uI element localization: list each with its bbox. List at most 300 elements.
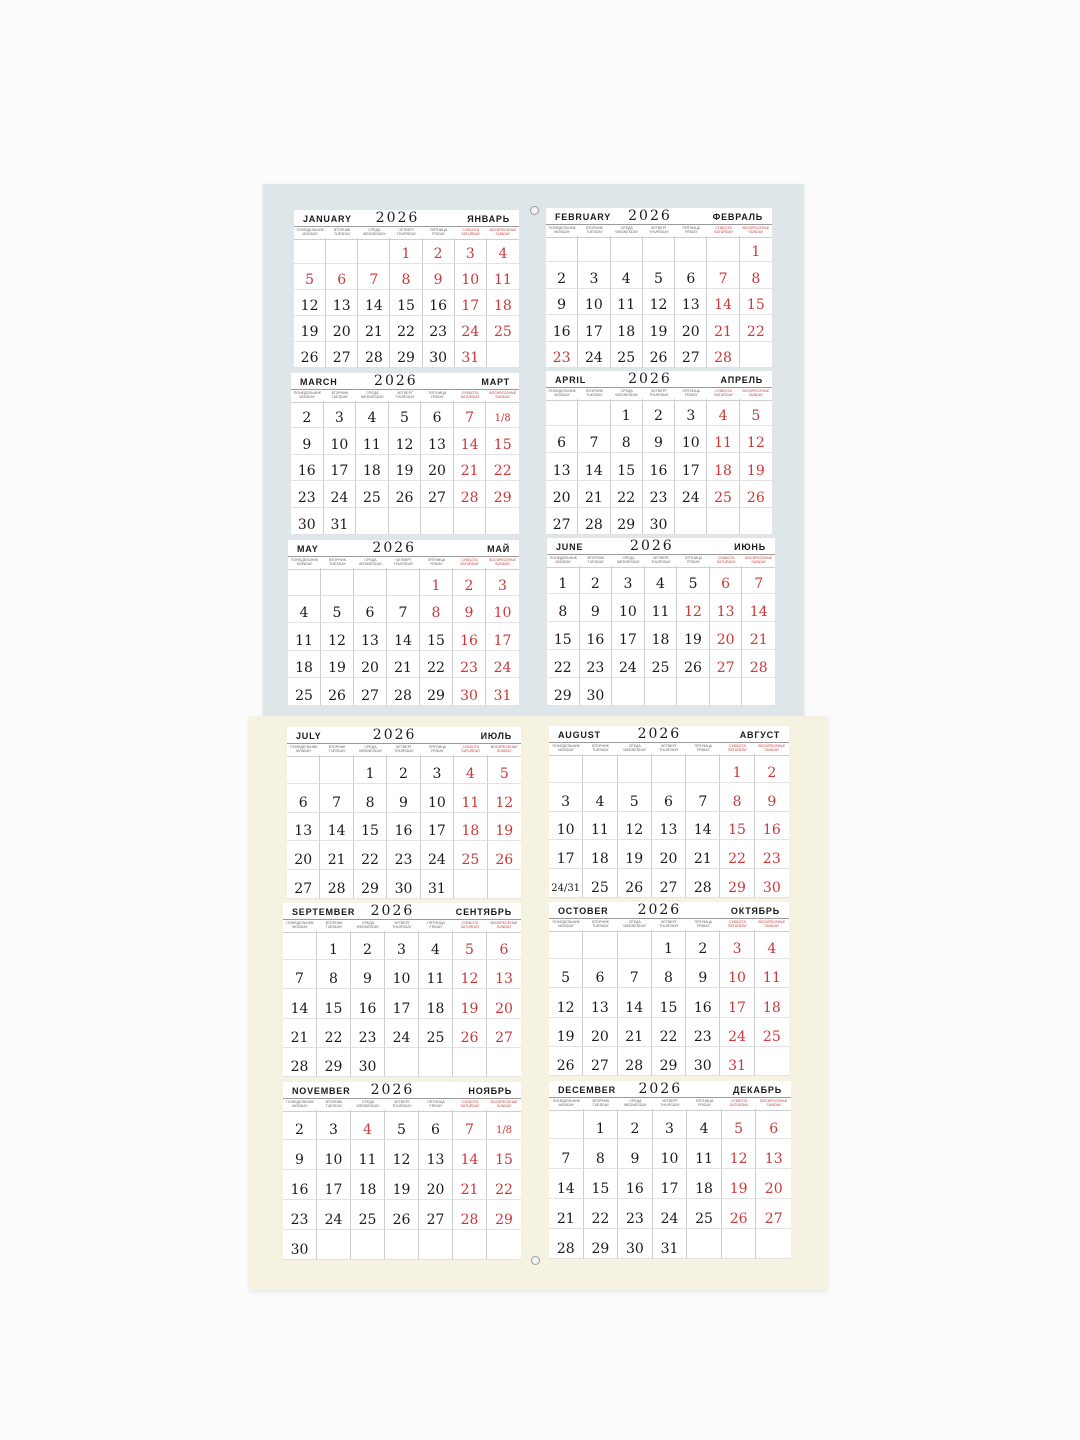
month-name-ru: НОЯБРЬ [468,1086,512,1096]
day-cell: 15 [420,623,453,651]
weekday-ru: ВОСКРЕСЕНЬЕ [745,556,773,560]
weekday-ru: ВОСКРЕСЕНЬЕ [742,389,770,393]
day-cell: 27 [583,1047,617,1076]
weekday-en: THURSDAY [396,232,417,236]
month-name-ru: АВГУСТ [739,730,780,740]
day-cell: 10 [549,812,583,841]
day-cell [549,930,583,959]
weekday-ru: ЧЕТВЕРГ [660,920,678,924]
day-cell: 26 [549,1047,583,1076]
weekday-ru: ЧЕТВЕРГ [395,558,412,562]
day-cell [756,1229,791,1259]
day-cell: 7 [387,596,420,624]
day-cell: 21 [320,841,353,870]
day-cell: 25 [288,678,321,706]
day-grid [283,931,521,1077]
weekday-en: WEDNESDAY [616,560,640,564]
day-cell: 1 [584,1109,619,1139]
weekday-en: MONDAY [292,1104,308,1108]
day-cell: 25 [356,481,389,508]
day-cell: 29 [611,508,643,535]
day-cell: 11 [707,426,739,453]
day-cell [356,508,389,535]
day-cell: 31 [720,1047,754,1076]
day-cell: 1 [740,236,772,262]
day-cell: 27 [652,869,686,898]
day-cell: 7 [742,566,775,594]
day-cell: 16 [291,455,324,482]
day-cell: 22 [584,1199,619,1229]
day-cell: 13 [710,594,743,622]
day-cell: 1 [652,930,686,959]
day-cell: 16 [643,453,675,480]
day-cell: 27 [710,650,743,678]
weekday-en: SATURDAY [714,230,734,234]
day-cell: 4 [707,399,739,426]
day-grid [549,930,789,1076]
day-cell: 22 [547,650,580,678]
weekday-en: MONDAY [558,1103,575,1107]
day-cell: 22 [720,840,754,869]
weekday-en: FRIDAY [430,562,443,566]
day-cell: 28 [453,1200,487,1230]
weekday-en: TUESDAY [331,395,349,399]
day-cell: 28 [387,678,420,706]
day-cell: 21 [387,651,420,679]
weekday-en: TUESDAY [592,1103,610,1107]
weekday-ru: СРЕДА [628,744,641,748]
day-cell: 5 [389,401,422,428]
day-cell: 28 [320,870,353,899]
day-cell: 30 [351,1048,385,1077]
weekday-en: THURSDAY [660,1103,680,1107]
day-cell: 21 [283,1019,317,1048]
weekday-ru: СРЕДА [366,391,379,395]
day-cell: 18 [454,813,487,842]
weekday-ru: ЧЕТВЕРГ [393,1100,411,1104]
day-cell: 26 [740,481,772,508]
day-cell [454,870,487,899]
day-cell [686,754,720,783]
weekday-ru: СРЕДА [364,745,377,749]
day-cell [578,399,610,426]
day-cell: 22 [611,481,643,508]
weekday-en: SATURDAY [716,560,736,564]
day-cell: 23 [546,342,578,368]
day-cell: 7 [283,960,317,989]
day-cell [385,1048,419,1077]
weekday-ru: СРЕДА [364,558,377,562]
weekday-en: SATURDAY [460,1104,480,1108]
day-cell: 24 [578,342,610,368]
day-cell: 3 [486,568,519,596]
month-year: 2026 [372,727,417,743]
day-cell: 21 [454,455,487,482]
day-cell [486,508,519,535]
day-cell: 7 [320,784,353,813]
day-cell: 28 [707,342,739,368]
day-cell: 10 [612,594,645,622]
weekday-ru: ВОСКРЕСЕНЬЕ [760,1099,788,1103]
day-cell: 22 [317,1019,351,1048]
day-cell: 20 [354,651,387,679]
day-cell: 10 [385,960,419,989]
weekday-ru: СУББОТА [715,389,732,393]
day-cell: 12 [488,784,521,813]
day-cell: 15 [487,1140,521,1170]
day-cell: 17 [549,840,583,869]
day-cell: 3 [549,783,583,812]
day-cell: 20 [652,840,686,869]
day-cell [419,1230,453,1260]
weekday-ru: ПЯТНИЦА [684,556,703,560]
day-cell: 26 [453,1019,487,1048]
day-cell: 17 [385,989,419,1018]
weekday-ru: ПОНЕДЕЛЬНИК [549,556,577,560]
day-cell: 26 [294,342,326,368]
day-cell: 13 [675,289,707,315]
day-cell: 6 [419,1110,453,1140]
day-cell: 14 [387,623,420,651]
day-cell: 31 [455,342,487,368]
day-cell: 16 [755,812,789,841]
weekday-ru: ЧЕТВЕРГ [660,744,678,748]
day-grid [546,236,772,368]
day-cell: 23 [686,1018,720,1047]
day-cell [549,1109,584,1139]
weekday-ru: ВОСКРЕСЕНЬЕ [742,226,770,230]
day-cell: 10 [421,784,454,813]
day-cell: 24 [486,651,519,679]
day-cell: 6 [287,784,320,813]
weekday-en: TUESDAY [586,230,603,234]
day-cell: 16 [546,315,578,341]
day-cell: 13 [421,428,454,455]
day-cell: 4 [611,262,643,288]
weekday-en: SATURDAY [714,393,734,397]
day-cell: 5 [321,596,354,624]
weekday-en: MONDAY [554,230,570,234]
weekday-ru: ПЯТНИЦА [694,744,713,748]
day-cell: 7 [358,264,390,290]
weekday-ru: ПЯТНИЦА [427,1100,445,1104]
month-header [549,726,789,742]
binding-hole [531,1256,540,1265]
day-cell [487,1048,521,1077]
day-cell: 17 [455,290,487,316]
day-cell [618,754,652,783]
day-cell: 23 [291,481,324,508]
day-cell: 20 [583,1018,617,1047]
day-cell: 17 [486,623,519,651]
weekday-ru: ВТОРНИК [592,744,609,748]
day-cell: 25 [707,481,739,508]
month-header [549,902,789,918]
day-cell: 18 [351,1170,385,1200]
day-cell [320,755,353,784]
day-cell: 3 [720,930,754,959]
day-cell: 25 [487,316,519,342]
day-cell: 28 [578,508,610,535]
weekday-en: TUESDAY [592,748,609,752]
day-cell: 13 [756,1139,791,1169]
month-name-ru: ОКТЯБРЬ [730,906,780,916]
day-cell: 19 [294,316,326,342]
month-name-en: APRIL [555,375,586,385]
weekday-ru: СРЕДА [629,1099,642,1103]
month-header [291,373,519,389]
day-cell: 15 [740,289,772,315]
day-cell: 12 [722,1139,757,1169]
day-cell: 2 [546,262,578,288]
day-cell: 17 [578,315,610,341]
day-cell: 29 [547,678,580,706]
day-cell: 26 [488,841,521,870]
month-july [287,727,521,899]
day-cell: 26 [389,481,422,508]
day-cell: 17 [421,813,454,842]
weekday-ru: СУББОТА [730,1099,748,1103]
day-cell: 2 [755,754,789,783]
weekday-ru: ВТОРНИК [325,921,343,925]
day-cell: 2 [423,238,455,264]
weekday-ru: ПЯТНИЦА [427,921,445,925]
day-cell: 15 [611,453,643,480]
day-cell [612,678,645,706]
day-cell: 10 [653,1139,688,1169]
weekday-ru: ПЯТНИЦА [682,389,701,393]
weekday-en: MONDAY [554,393,570,397]
day-cell: 2 [283,1110,317,1140]
day-cell: 14 [283,989,317,1018]
day-cell [354,568,387,596]
day-cell: 17 [324,455,357,482]
weekday-ru: СРЕДА [628,920,641,924]
day-cell: 28 [549,1229,584,1259]
month-name-en: OCTOBER [558,906,609,916]
month-december [549,1081,791,1259]
weekday-ru: СРЕДА [361,921,375,925]
weekday-en: SUNDAY [496,925,512,929]
weekday-en: FRIDAY [430,749,444,753]
day-cell: 27 [419,1200,453,1230]
day-cell [454,508,487,535]
day-grid [287,755,521,899]
day-cell: 16 [686,988,720,1017]
day-cell: 4 [755,930,789,959]
weekday-en: THURSDAY [649,393,669,397]
day-cell [652,754,686,783]
day-cell: 28 [358,342,390,368]
weekday-en: THURSDAY [392,925,412,929]
day-cell: 18 [583,840,617,869]
weekday-en: FRIDAY [696,748,710,752]
weekday-en: THURSDAY [394,749,414,753]
day-cell [742,678,775,706]
day-cell: 20 [421,455,454,482]
day-cell: 15 [390,290,422,316]
day-cell: 12 [677,594,710,622]
month-year: 2026 [630,538,674,554]
month-june [547,538,775,706]
month-november [283,1082,521,1260]
day-cell: 1 [547,566,580,594]
day-cell [317,1230,351,1260]
day-cell: 5 [453,931,487,960]
month-name-en: JULY [296,731,322,741]
day-cell: 15 [486,428,519,455]
weekday-ru: СУББОТА [715,226,732,230]
day-cell [358,238,390,264]
day-cell: 19 [722,1169,757,1199]
weekday-ru: ВТОРНИК [592,1099,610,1103]
weekday-en: MONDAY [558,924,574,928]
weekday-en: SUNDAY [766,1103,782,1107]
day-cell: 19 [385,1170,419,1200]
day-cell: 16 [580,622,613,650]
day-cell: 26 [385,1200,419,1230]
day-cell: 6 [675,262,707,288]
day-cell [578,236,610,262]
weekday-en: SUNDAY [748,230,764,234]
day-cell: 11 [288,623,321,651]
day-cell: 20 [419,1170,453,1200]
day-cell: 13 [354,623,387,651]
day-cell [618,930,652,959]
day-cell: 14 [618,988,652,1017]
day-cell: 3 [385,931,419,960]
day-cell: 3 [578,262,610,288]
month-header [288,540,519,556]
day-cell: 8 [611,426,643,453]
weekday-en: WEDNESDAY [359,562,382,566]
weekday-en: SUNDAY [495,232,511,236]
weekday-ru: ПОНЕДЕЛЬНИК [290,558,319,562]
day-cell [546,399,578,426]
day-cell: 3 [675,399,707,426]
day-cell [611,236,643,262]
day-cell: 7 [454,401,487,428]
month-may [288,540,519,706]
day-cell: 25 [583,869,617,898]
day-cell: 30 [618,1229,653,1259]
day-cell: 4 [288,596,321,624]
month-name-en: MAY [297,544,319,554]
month-march [291,373,519,535]
day-cell: 10 [675,426,707,453]
day-cell: 6 [487,931,521,960]
day-cell: 7 [686,783,720,812]
weekday-en: SUNDAY [751,560,767,564]
month-year: 2026 [372,540,417,556]
weekday-ru: СУББОТА [462,745,480,749]
day-cell [722,1229,757,1259]
month-year: 2026 [370,903,415,919]
day-cell: 30 [291,508,324,535]
weekday-en: WEDNESDAY [615,393,639,397]
weekday-ru: ЧЕТВЕРГ [661,1099,679,1103]
day-cell: 11 [611,289,643,315]
day-cell: 27 [487,1019,521,1048]
day-cell: 22 [486,455,519,482]
month-header [283,903,521,919]
weekday-en: TUESDAY [325,1104,343,1108]
day-cell: 8 [547,594,580,622]
day-cell: 8 [317,960,351,989]
day-cell [740,342,772,368]
day-cell: 12 [385,1140,419,1170]
day-cell: 27 [287,870,320,899]
day-cell: 12 [618,812,652,841]
weekday-ru: ПЯТНИЦА [682,226,701,230]
weekday-en: FRIDAY [429,1104,443,1108]
day-grid [549,754,789,898]
day-cell: 3 [455,238,487,264]
day-cell: 15 [720,812,754,841]
day-cell: 17 [720,988,754,1017]
month-year: 2026 [628,371,672,387]
day-cell: 15 [317,989,351,1018]
day-cell [740,508,772,535]
day-cell: 20 [675,315,707,341]
month-name-ru: ДЕКАБРЬ [733,1085,782,1095]
weekday-ru: ВОСКРЕСЕНЬЕ [758,744,786,748]
day-cell: 2 [618,1109,653,1139]
month-year: 2026 [628,208,672,224]
weekday-en: MONDAY [296,562,313,566]
day-cell: 4 [687,1109,722,1139]
day-cell: 14 [549,1169,584,1199]
day-cell: 23 [618,1199,653,1229]
day-cell: 4 [351,1110,385,1140]
weekday-ru: ВТОРНИК [325,1100,343,1104]
day-cell: 30 [387,870,420,899]
day-cell [487,342,519,368]
day-cell: 24 [455,316,487,342]
day-cell: 27 [421,481,454,508]
weekday-en: FRIDAY [429,925,443,929]
day-cell: 23 [755,840,789,869]
weekday-ru: ПЯТНИЦА [427,558,446,562]
weekday-ru: ВТОРНИК [328,745,346,749]
day-cell: 25 [755,1018,789,1047]
day-cell: 8 [584,1139,619,1169]
day-cell: 30 [423,342,455,368]
day-cell: 21 [358,316,390,342]
day-cell [583,754,617,783]
day-cell: 24 [385,1019,419,1048]
day-cell: 18 [687,1169,722,1199]
day-cell: 26 [321,678,354,706]
day-cell: 28 [283,1048,317,1077]
day-cell: 18 [487,290,519,316]
day-cell: 24 [675,481,707,508]
weekday-ru: ПОНЕДЕЛЬНИК [286,1100,314,1104]
day-grid [549,1109,791,1259]
day-cell: 29 [390,342,422,368]
day-cell: 24 [317,1200,351,1230]
day-cell: 28 [618,1047,652,1076]
weekday-ru: ВТОРНИК [586,389,603,393]
day-cell: 5 [488,755,521,784]
day-cell: 22 [740,315,772,341]
day-cell: 9 [387,784,420,813]
day-cell: 21 [549,1199,584,1229]
day-cell: 12 [740,426,772,453]
day-cell: 11 [454,784,487,813]
day-cell: 24 [653,1199,688,1229]
month-header [547,538,775,554]
